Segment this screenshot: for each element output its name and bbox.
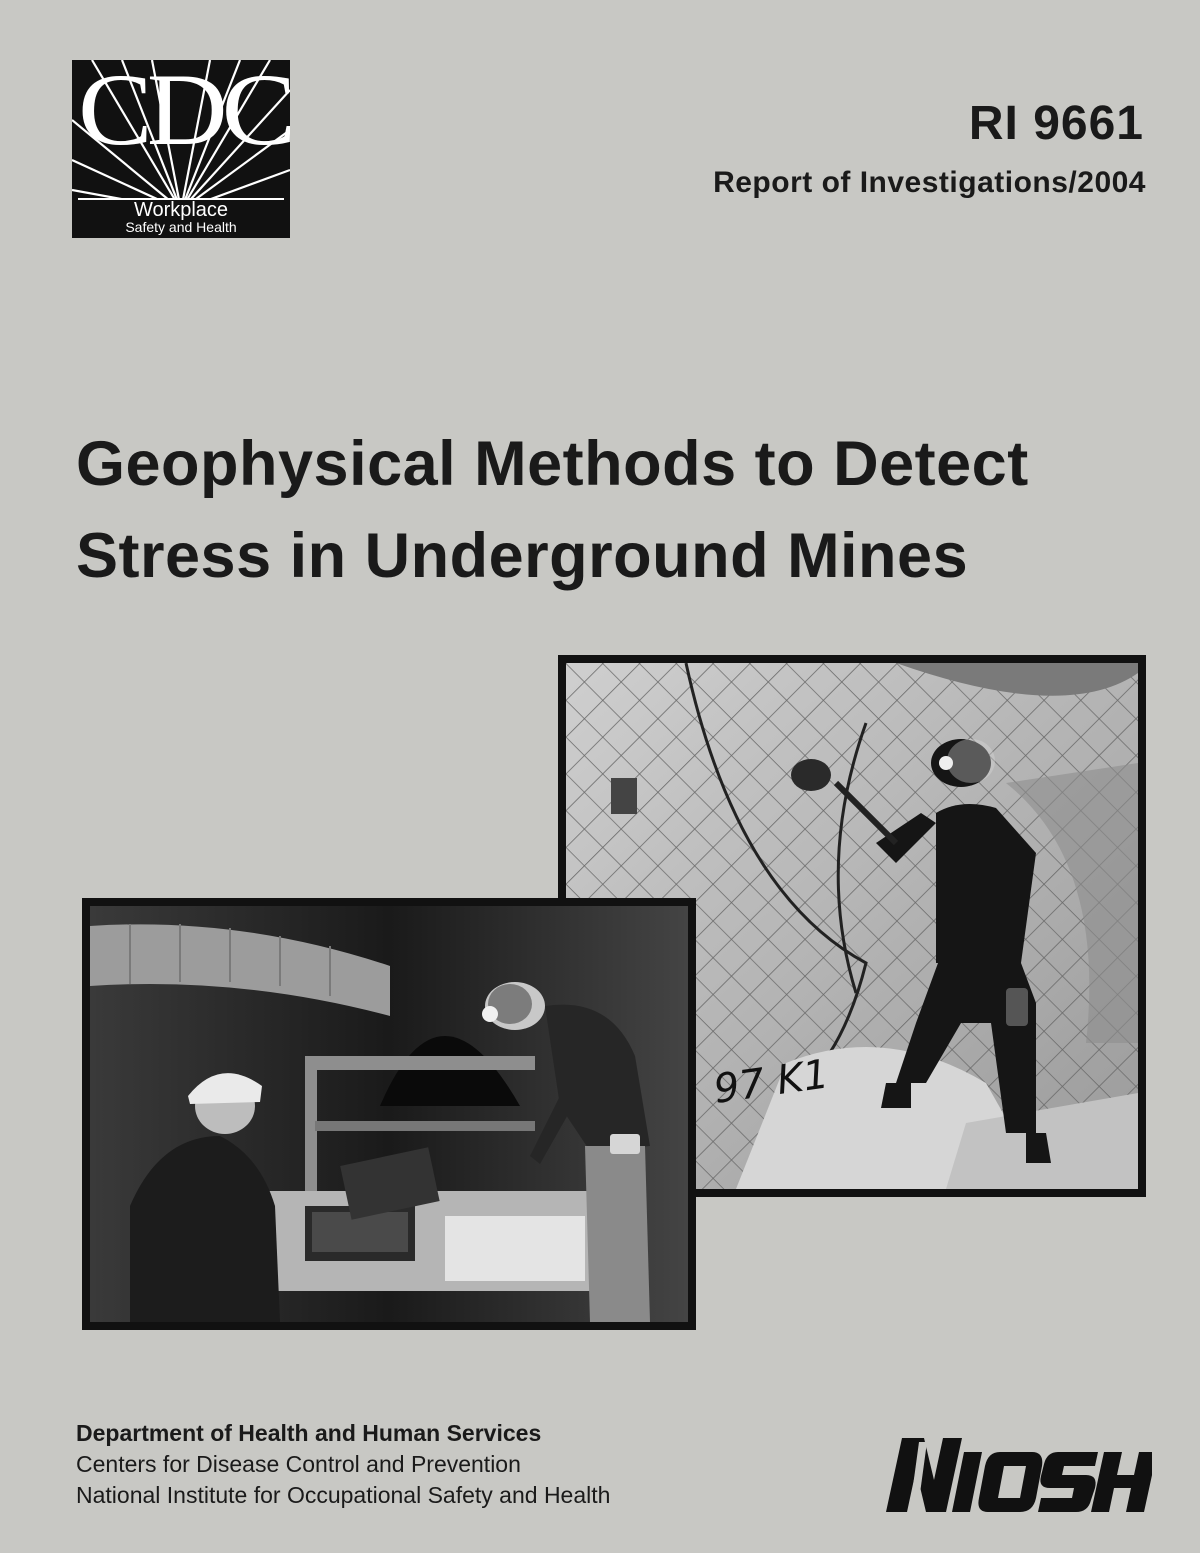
title-line-2: Stress in Underground Mines (76, 521, 969, 591)
footer-department: Department of Health and Human Services (76, 1420, 542, 1446)
cdc-logo-band (78, 198, 284, 236)
title-line-1: Geophysical Methods to Detect (76, 429, 1029, 499)
niosh-logo-image (872, 1430, 1152, 1518)
footer-institute: National Institute for Occupational Safety and Health (76, 1482, 611, 1508)
document-title (76, 418, 1176, 602)
photo-researchers-with-equipment-image (90, 906, 688, 1322)
cdc-logo-letters: CDC (78, 60, 290, 168)
cdc-logo-workplace: Workplace (133, 199, 229, 221)
cdc-logo-safety-health: Safety and Health (125, 219, 237, 235)
footer-agency-block (76, 1418, 610, 1511)
wall-marking: 97 K1 (710, 1051, 832, 1113)
report-number: RI 9661 (968, 97, 1144, 150)
cdc-logo (72, 60, 290, 238)
footer-agency: Centers for Disease Control and Prevention (76, 1451, 521, 1477)
photo-researchers-with-equipment (82, 898, 696, 1330)
niosh-logo (872, 1430, 1152, 1518)
report-series: Report of Investigations/2004 (713, 166, 1146, 199)
